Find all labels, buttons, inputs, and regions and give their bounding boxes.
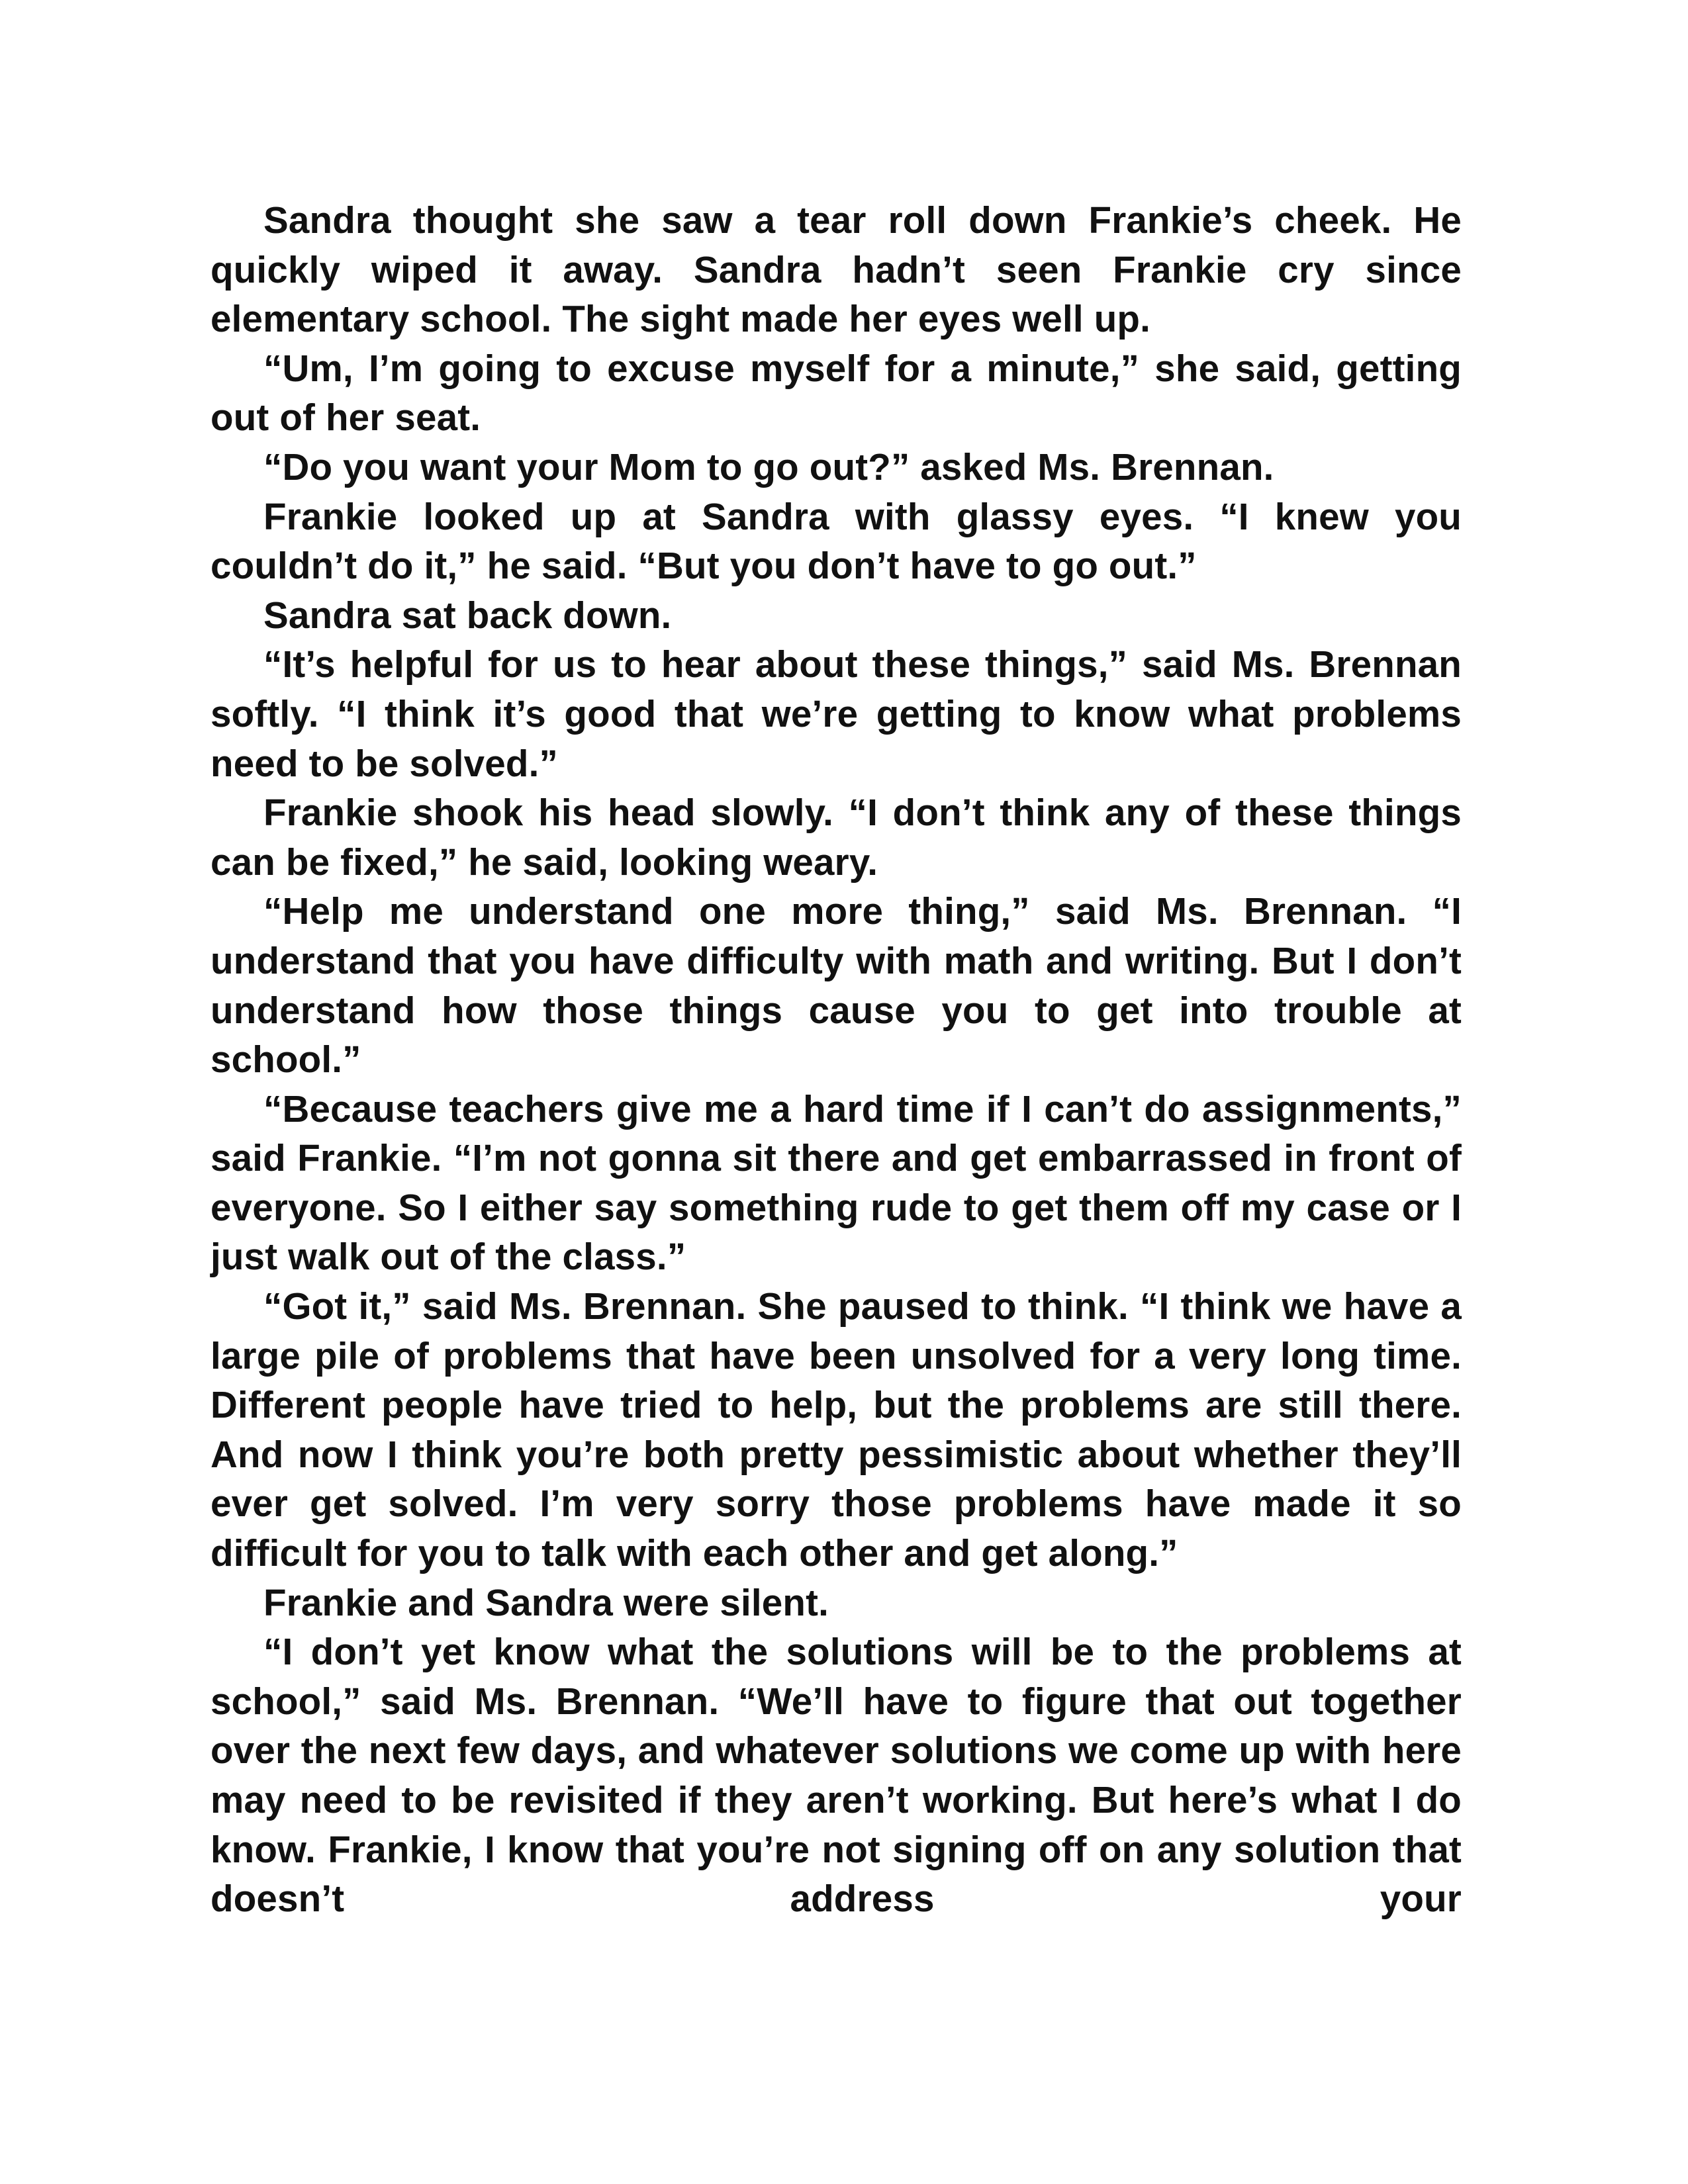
paragraph: Frankie and Sandra were silent.: [263, 1581, 829, 1623]
paragraph: Frankie shook his head slowly. “I don’t think any of these things can be fixed,” he said, looking weary.: [211, 792, 1462, 883]
paragraph: “It’s helpful for us to hear about these things,” said Ms. Brennan softly. “I think it’s good that we’re getting to know what problems need to be solved.”: [211, 643, 1462, 784]
paragraph: “Help me understand one more thing,” said Ms. Brennan. “I understand that you have difficulty with math and writing. But I don’t understand how those things cause you to get into trouble at school.”: [211, 890, 1462, 1081]
page-body: [211, 196, 1462, 1924]
paragraph: “Um, I’m going to excuse myself for a minute,” she said, getting out of her seat.: [211, 347, 1462, 439]
paragraph: “I don’t yet know what the solutions will be to the problems at school,” said Ms. Brennan. “We’ll have to figure that out together over the next few days, and whatever solutions we come up with here may need to be revisited if they aren’t working. But here’s what I do know. Frankie, I know that you’re not signing off on any solution that doesn’t address your: [211, 1631, 1462, 1920]
paragraph: “Because teachers give me a hard time if I can’t do assignments,” said Frankie. “I’m not gonna sit there and get embarrassed in front of everyone. So I either say something rude to get them off my case or I just walk out of the class.”: [211, 1087, 1462, 1278]
paragraph: Sandra sat back down.: [263, 594, 672, 636]
paragraph: “Got it,” said Ms. Brennan. She paused to think. “I think we have a large pile of problems that have been unsolved for a very long time. Different people have tried to help, but the problems are still there. And now I think you’re both pretty pessimistic about whether they’ll ever get solved. I’m very sorry those problems have made it so difficult for you to talk with each other and get along.”: [211, 1285, 1462, 1574]
paragraph: Sandra thought she saw a tear roll down Frankie’s cheek. He quickly wiped it away. Sandra hadn’t seen Frankie cry since elementary school. The sight made her eyes well up.: [211, 199, 1462, 340]
paragraph: “Do you want your Mom to go out?” asked Ms. Brennan.: [263, 445, 1274, 488]
paragraph: Frankie looked up at Sandra with glassy eyes. “I knew you couldn’t do it,” he said. “But you don’t have to go out.”: [211, 495, 1462, 587]
